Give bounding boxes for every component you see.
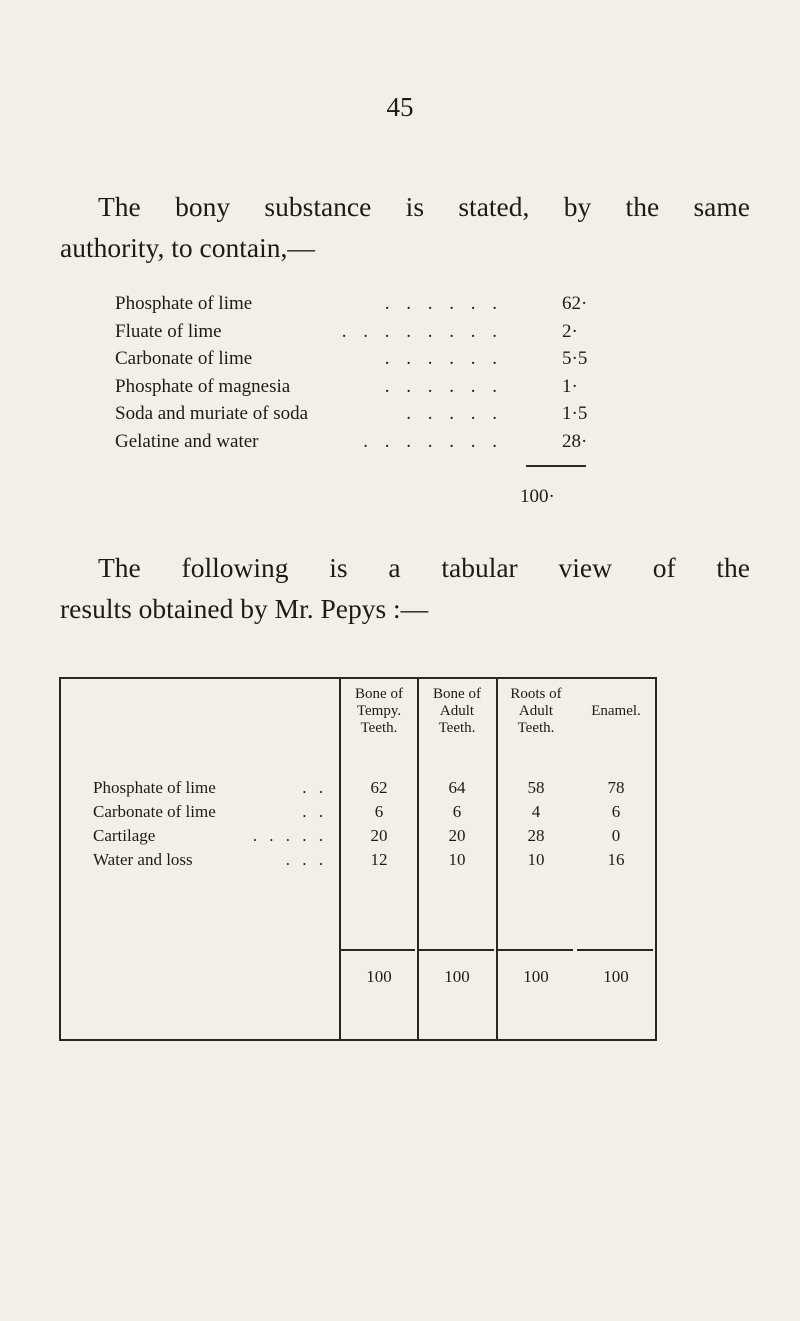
composition-item-name: Carbonate of lime bbox=[115, 348, 253, 369]
composition-item bbox=[115, 400, 615, 428]
composition-item-value: 1·5 bbox=[562, 403, 588, 424]
column-header bbox=[577, 703, 655, 720]
sum-rule bbox=[498, 949, 573, 951]
column-header bbox=[418, 686, 496, 737]
leader-dots: . . . . . bbox=[252, 826, 327, 845]
leader-dots: . . . . . . . . bbox=[341, 320, 503, 342]
table-cell: 58 bbox=[527, 778, 545, 797]
table-cell: 10 bbox=[448, 850, 466, 869]
composition-item-name: Phosphate of lime bbox=[115, 293, 253, 314]
composition-item-value: 28· bbox=[562, 430, 588, 452]
leader-dots: . . . . . bbox=[406, 403, 503, 424]
table-column-rule bbox=[655, 677, 657, 1041]
table-cell: 6 bbox=[611, 802, 621, 821]
column-total: 100 bbox=[523, 967, 549, 986]
sum-rule bbox=[577, 949, 653, 951]
composition-item-value: 1· bbox=[562, 375, 578, 397]
sum-rule bbox=[419, 949, 494, 951]
paragraph-intro bbox=[60, 186, 750, 268]
paragraph-intro-line2: authority, to contain,— bbox=[60, 232, 315, 263]
column-header bbox=[340, 686, 418, 737]
column-header-line: Adult bbox=[518, 703, 554, 719]
leader-dots: . . . . . . bbox=[384, 348, 503, 369]
row-label-text: Cartilage bbox=[93, 826, 156, 845]
column-header-line: Teeth. bbox=[438, 720, 476, 736]
column-total: 100 bbox=[603, 967, 629, 986]
column-header bbox=[497, 686, 575, 737]
table-cell: 12 bbox=[370, 850, 388, 869]
composition-item bbox=[115, 373, 615, 401]
sum-rule bbox=[526, 465, 586, 467]
column-header-line: Tempy. bbox=[356, 703, 402, 719]
table-cell: 20 bbox=[370, 826, 388, 845]
row-label-text: Phosphate of lime bbox=[93, 778, 216, 797]
row-label-text: Water and loss bbox=[93, 850, 193, 869]
composition-item-value: 2· bbox=[562, 320, 578, 342]
table-cell: 78 bbox=[607, 778, 625, 797]
composition-item-name: Soda and muriate of soda bbox=[115, 403, 309, 424]
paragraph-pepys-line1: The following is a tabular view of the bbox=[98, 552, 750, 583]
table-cell: 64 bbox=[448, 778, 466, 797]
column-header-line: Adult bbox=[439, 703, 475, 719]
composition-item-value: 5·5 bbox=[562, 348, 588, 369]
paragraph-intro-line1: The bony substance is stated, by the same bbox=[98, 191, 750, 222]
composition-item bbox=[115, 428, 615, 456]
column-header-line: Teeth. bbox=[517, 720, 555, 736]
composition-item bbox=[115, 345, 615, 373]
page-number: 45 bbox=[386, 92, 414, 122]
row-label-text: Carbonate of lime bbox=[93, 802, 216, 821]
table-cell: 16 bbox=[607, 850, 625, 869]
table-column-rule bbox=[59, 677, 61, 1041]
column-header-line: Enamel. bbox=[591, 703, 641, 719]
column-header-line: Roots of bbox=[510, 686, 562, 702]
table-cell: 4 bbox=[531, 802, 541, 821]
column-header-line: Bone of bbox=[433, 686, 481, 702]
leader-dots: . . . . . . . bbox=[363, 430, 503, 452]
leader-dots: . . . bbox=[285, 850, 327, 869]
column-header-line: Teeth. bbox=[360, 720, 398, 736]
column-header-line: Bone of bbox=[355, 686, 403, 702]
column-total: 100 bbox=[366, 967, 392, 986]
table-cell: 28 bbox=[527, 826, 545, 845]
leader-dots: . . . . . . bbox=[384, 375, 503, 397]
composition-item-name: Fluate of lime bbox=[115, 320, 222, 342]
table-cell: 62 bbox=[370, 778, 388, 797]
paragraph-pepys-line2: results obtained by Mr. Pepys :— bbox=[60, 593, 429, 624]
table-cell: 20 bbox=[448, 826, 466, 845]
composition-list bbox=[115, 290, 615, 455]
sum-rule bbox=[341, 949, 415, 951]
composition-item bbox=[115, 318, 615, 346]
leader-dots: . . . . . . bbox=[384, 293, 503, 314]
column-total: 100 bbox=[444, 967, 470, 986]
leader-dots: . . bbox=[302, 802, 327, 821]
table-bottom-rule bbox=[59, 1039, 657, 1041]
leader-dots: . . bbox=[302, 778, 327, 797]
composition-item-name: Phosphate of magnesia bbox=[115, 375, 291, 397]
composition-item bbox=[115, 290, 615, 318]
table-cell: 10 bbox=[527, 850, 545, 869]
table-cell: 6 bbox=[374, 802, 384, 821]
table-cell: 6 bbox=[452, 802, 462, 821]
table-top-rule bbox=[59, 677, 657, 679]
composition-total: 100· bbox=[520, 486, 555, 507]
table-cell: 0 bbox=[611, 826, 621, 845]
composition-item-name: Gelatine and water bbox=[115, 430, 259, 452]
pepys-table bbox=[59, 677, 657, 1041]
paragraph-pepys bbox=[60, 547, 750, 629]
composition-item-value: 62· bbox=[562, 293, 588, 314]
